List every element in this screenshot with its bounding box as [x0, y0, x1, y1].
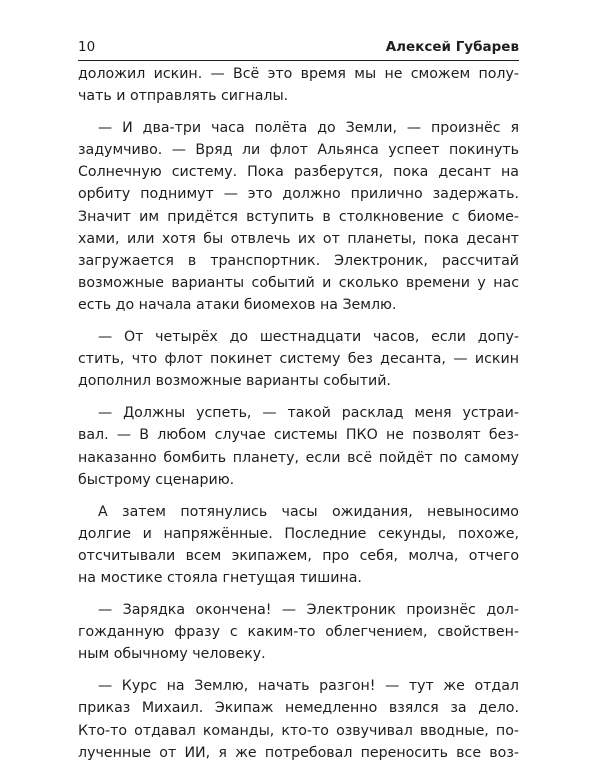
- text-line: Значит им придётся вступить в столкновение с биоме-: [78, 208, 519, 225]
- text-line: лученные от ИИ, я же потребовал переносить все воз-: [78, 744, 519, 761]
- paragraph: [78, 675, 519, 763]
- text-line: быстрому сценарию.: [78, 471, 235, 488]
- text-line: приказ Михаил. Экипаж немедленно взялся за дело.: [78, 700, 519, 717]
- paragraph: [78, 326, 519, 392]
- text-line: наказанно бомбить планету, если всё пойдёт по самому: [78, 449, 519, 466]
- text-line: чать и отправлять сигналы.: [78, 88, 289, 105]
- text-line: — Зарядка окончена! — Электроник произнёс дол-: [98, 602, 519, 619]
- text-line: хами, или хотя бы отвлечь их от планеты, пока десант: [78, 230, 519, 247]
- text-line: отсчитывали всем экипажем, про себя, молча, отчего: [78, 547, 519, 564]
- paragraph: [78, 117, 519, 316]
- text-line: стить, что флот покинет систему без десанта, — искин: [78, 351, 519, 368]
- text-line: возможные варианты событий и сколько времени у нас: [78, 274, 519, 291]
- body-text: [78, 63, 519, 774]
- text-line: Солнечную систему. Пока разберутся, пока десант на: [78, 164, 519, 181]
- text-line: гожданную фразу с каким-то облегчением, свойствен-: [78, 624, 519, 641]
- text-line: доложил искин. — Всё это время мы не сможем полу-: [78, 66, 519, 82]
- text-line: орбиту поднимут — это должно прилично задержать.: [78, 186, 519, 203]
- text-line: — И два-три часа полёта до Земли, — произнёс я: [98, 120, 519, 137]
- text-line: А затем потянулись часы ожидания, невыносимо: [98, 503, 519, 520]
- paragraph: [78, 402, 519, 490]
- text-line: Кто-то отдавал команды, кто-то озвучивал вводные, по-: [78, 722, 519, 739]
- paragraph: [78, 63, 519, 107]
- text-line: — Курс на Землю, начать разгон! — тут же отдал: [98, 678, 519, 695]
- text-line: ным обычному человеку.: [78, 646, 266, 663]
- paragraph: [78, 501, 519, 589]
- page-header: [78, 37, 519, 59]
- text-line: вал. — В любом случае системы ПКО не позволят без-: [78, 427, 519, 444]
- text-line: — От четырёх до шестнадцати часов, если допу-: [98, 329, 519, 346]
- paragraph: [78, 599, 519, 665]
- header-rule: [78, 60, 519, 61]
- text-line: есть до начала атаки биомехов на Землю.: [78, 296, 397, 313]
- text-line: дополнил возможные варианты событий.: [78, 373, 391, 390]
- text-line: загружается в транспортник. Электроник, рассчитай: [78, 252, 519, 269]
- text-line: задумчиво. — Вряд ли флот Альянса успеет покинуть: [78, 142, 519, 159]
- text-line: долгие и напряжённые. Последние секунды, похоже,: [78, 525, 519, 542]
- running-head-author: Алексей Губарев: [385, 39, 519, 55]
- text-line: — Должны успеть, — такой расклад меня устраи-: [98, 405, 519, 422]
- text-line: на мостике стояла гнетущая тишина.: [78, 569, 362, 586]
- page-number: 10: [78, 39, 96, 55]
